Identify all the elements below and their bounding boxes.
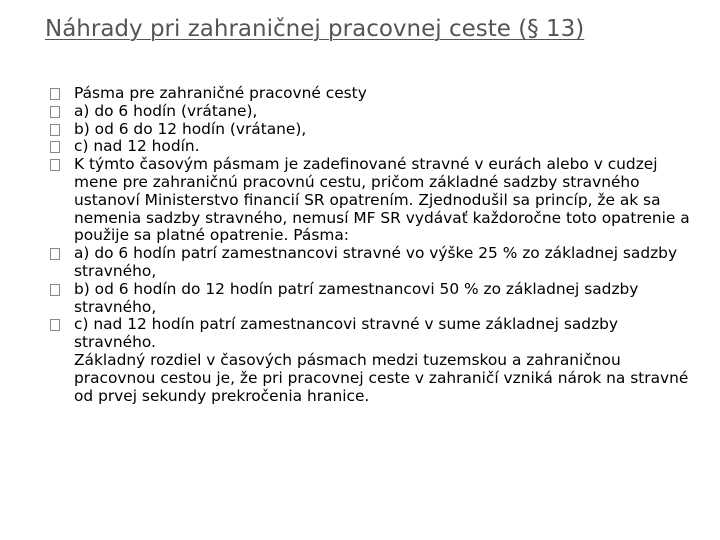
square-bullet-icon	[50, 103, 74, 118]
bullet-item	[50, 85, 700, 103]
closing-paragraph: Základný rozdiel v časových pásmach medzi tuzemskou a zahraničnou pracovnou cestou je, že pri pracovnej ceste v zahraničí vzniká nárok na stravné od prvej sekundy prekročenia hranice.	[74, 350, 689, 405]
bullet-item	[50, 156, 700, 245]
square-bullet-icon	[50, 121, 74, 136]
bullet-text: Pásma pre zahraničné pracovné cesty	[74, 84, 367, 102]
square-bullet-icon	[50, 85, 74, 100]
bullet-item	[50, 316, 700, 352]
bullet-item	[50, 121, 700, 139]
bullet-item	[50, 103, 700, 121]
bullet-item	[50, 281, 700, 317]
square-bullet-icon	[50, 281, 74, 296]
bullet-text: c) nad 12 hodín patrí zamestnancovi stravné v sume základnej sadzby stravného.	[74, 315, 619, 352]
bullet-text: c) nad 12 hodín.	[74, 137, 200, 156]
bullet-text: K týmto časovým pásmam je zadefinované stravné v eurách alebo v cudzej mene pre zahraničnú pracovnú cestu, pričom základné sadzby stravného ustanoví Ministerstvo financií SR opatrením. Zjednodušil sa princíp, že ak sa nemenia sadzby stravného, nemusí MF SR vydávať každoročne toto opatrenie a použije sa platné opatrenie. Pásma:	[74, 155, 690, 245]
square-bullet-icon	[50, 245, 74, 260]
slide-title: Náhrady pri zahraničnej pracovnej ceste (§ 13)	[45, 16, 585, 42]
slide-content	[50, 85, 700, 405]
square-bullet-icon	[50, 316, 74, 331]
bullet-text: a) do 6 hodín (vrátane),	[74, 101, 258, 120]
bullet-item	[50, 138, 700, 156]
square-bullet-icon	[50, 138, 74, 153]
bullet-text: b) od 6 hodín do 12 hodín patrí zamestnancovi 50 % zo základnej sadzby stravného,	[74, 279, 639, 316]
bullet-text: a) do 6 hodín patrí zamestnancovi stravné vo výške 25 % zo základnej sadzby stravného,	[74, 244, 678, 280]
bullet-item	[50, 245, 700, 281]
square-bullet-icon	[50, 156, 74, 171]
bullet-text: b) od 6 do 12 hodín (vrátane),	[74, 119, 307, 138]
